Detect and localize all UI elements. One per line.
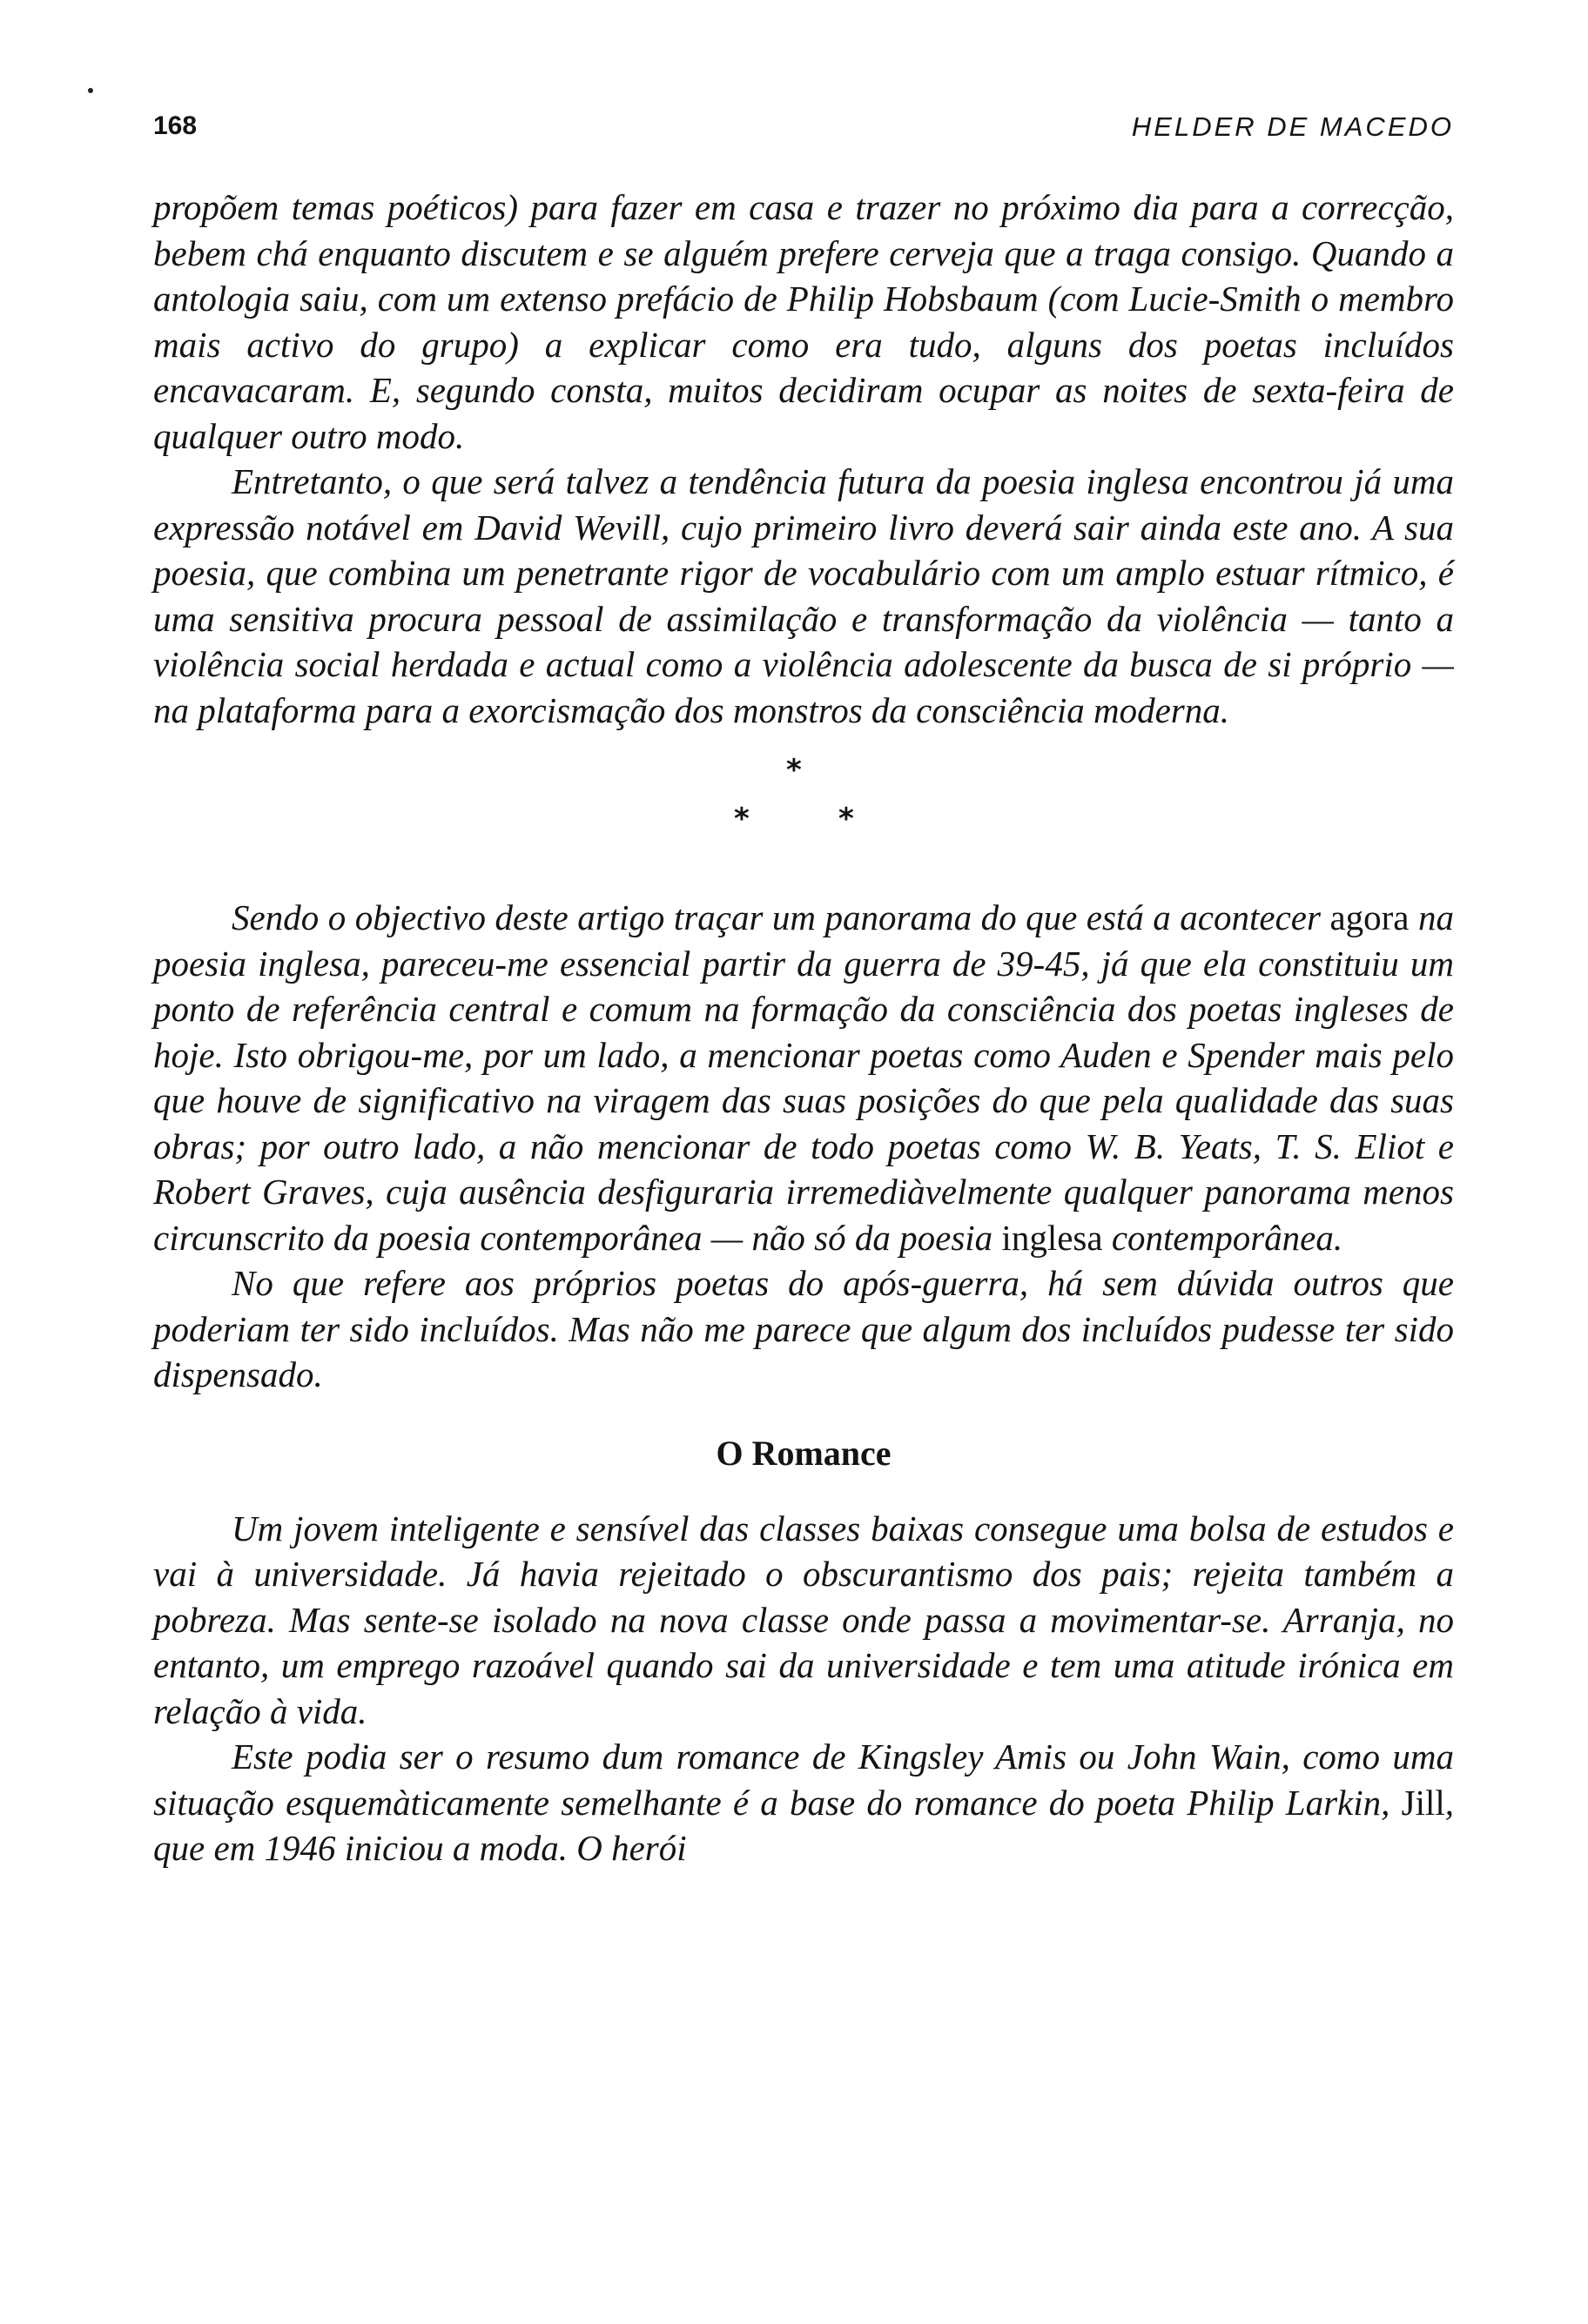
asterisk-icon: * (734, 802, 750, 836)
paragraph-article-objective (153, 895, 1454, 1260)
text-run: na poesia inglesa, pareceu-me essencial partir da guerra de 39-45, já que ela constituiu um ponto de referência central e comum na formação da consciência dos poetas ingleses de hoje. Isto obrigou-me, por um lado, a mencionar poetas como Auden e Spender mais pelo que houve de significativo na viragem das suas posições do que pela qualidade das suas obras; por outro lado, a não mencionar de todo poetas como W. B. Yeats, T. S. Eliot e Robert Graves, cuja ausência desfiguraria irremediàvelmente qualquer panorama menos circunscrito da poesia contemporânea — não só da poesia (153, 897, 1455, 1258)
text-run: Sendo o objectivo deste artigo traçar um panorama do que está a acontecer (232, 897, 1330, 937)
running-title: HELDER DE MACEDO (1131, 111, 1454, 142)
paragraph-david-wevill: Entretanto, o que será talvez a tendência futura da poesia inglesa encontrou já uma expressão notável em David Wevill, cujo primeiro livro deverá sair ainda este ano. A sua poesia, que combina um penetrante rigor de vocabulário com um amplo estuar rítmico, é uma sensitiva procura pessoal de assimilação e transformação da violência — tanto a violência social herdada e actual como a violência adolescente da busca de si próprio — na plataforma para a exorcismação dos monstros da consciência moderna. (153, 461, 1454, 730)
asterisk-icon: * (838, 802, 854, 836)
asterisk-icon: * (786, 753, 802, 788)
paragraph-romance-summary: Um jovem inteligente e sensível das classes baixas consegue uma bolsa de estudos e vai à universidade. Já havia rejeitado o obscurantismo dos pais; rejeita também a pobreza. Mas sente-se isolado na nova classe onde passa a movimentar-se. Arranja, no entanto, um emprego razoável quando sai da universidade e tem uma atitude irónica em relação à vida. (153, 1508, 1454, 1731)
page-number: 168 (153, 111, 198, 140)
section-heading: O Romance (716, 1433, 892, 1473)
text-run: Este podia ser o resumo dum romance de Kingsley Amis ou John Wain, como uma situação esquemàticamente semelhante é a base do romance do poeta Philip Larkin, (153, 1736, 1454, 1823)
running-head (153, 106, 1454, 150)
emphasis-upright: inglesa (1001, 1217, 1103, 1258)
paragraph-romance-examples (153, 1734, 1454, 1871)
text-run: , que em 1946 iniciou a moda. O herói (153, 1782, 1454, 1868)
book-title: Jill (1401, 1782, 1445, 1823)
print-speck (88, 88, 93, 93)
paragraph-post-war-poets: No que refere aos próprios poetas do após-guerra, há sem dúvida outros que poderiam ter sido incluídos. Mas não me parece que algum dos incluídos pudesse ter sido dispensado. (153, 1263, 1454, 1394)
text-run: contemporânea. (1102, 1217, 1343, 1258)
body-text (153, 185, 1454, 1871)
emphasis-upright: agora (1329, 897, 1410, 937)
asterism-separator (153, 745, 1454, 839)
paragraph-continued: propõem temas poéticos) para fazer em casa e trazer no próximo dia para a correcção, bebem chá enquanto discutem e se alguém prefere cerveja que a traga consigo. Quando a antologia saiu, com um extenso prefácio de Philip Hobsbaum (com Lucie-Smith o membro mais activo do grupo) a explicar como era tudo, alguns dos poetas incluídos encavacaram. E, segundo consta, muitos decidiram ocupar as noites de sexta-feira de qualquer outro modo. (153, 187, 1454, 456)
